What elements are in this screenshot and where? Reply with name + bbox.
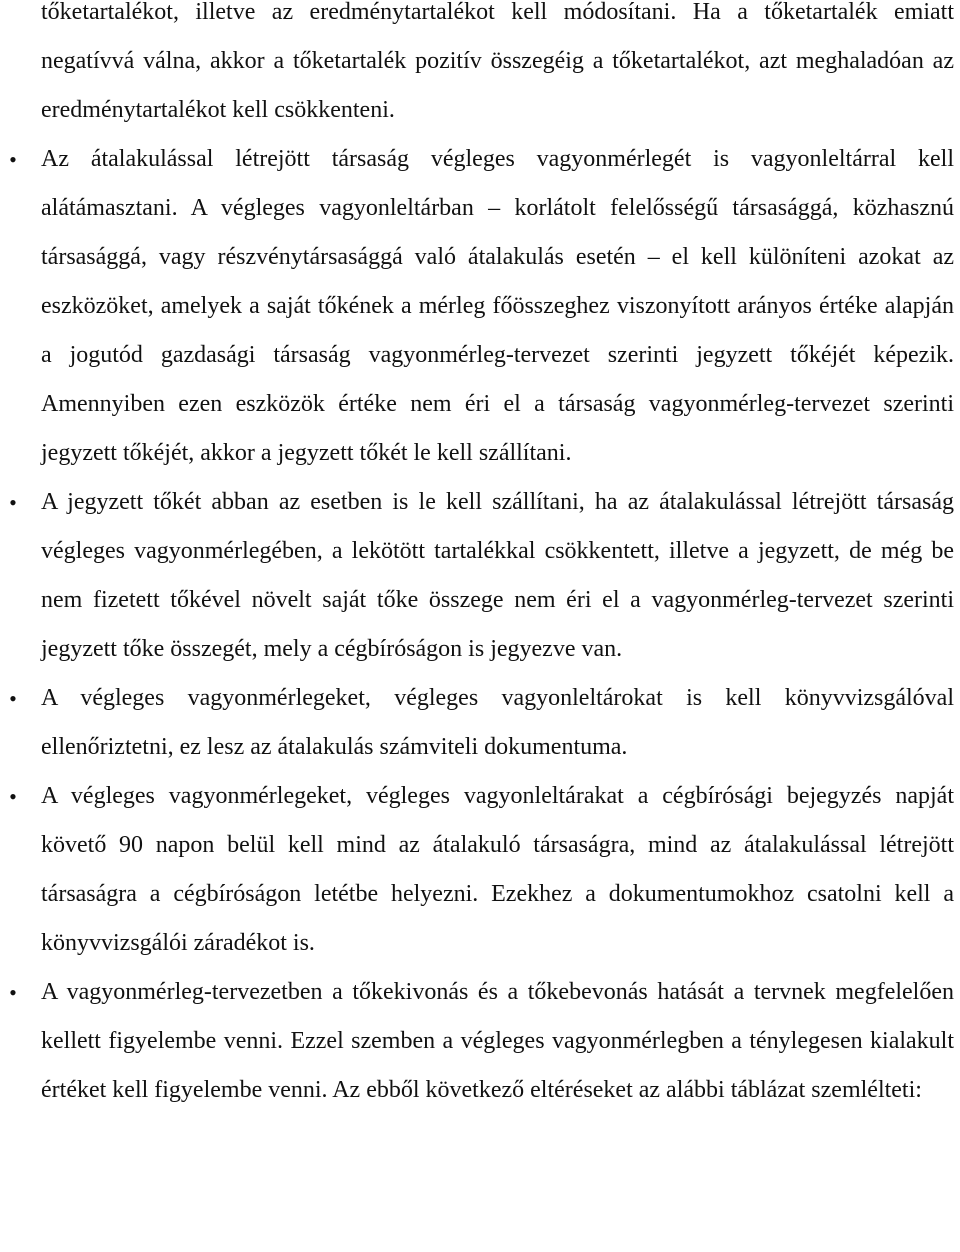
list-item-text: A végleges vagyonmérlegeket, végleges vagyonleltárokat is kell könyvvizsgálóval ellenőriztetni, ez lesz az átalakulás számviteli dokumentuma. bbox=[41, 685, 954, 760]
list-item-text: Az átalakulással létrejött társaság végleges vagyonmérlegét is vagyonleltárral kell alátámasztani. A végleges vagyonleltárban – korlátolt felelősségű társasággá, közhasznú társasággá, vagy részvénytársasággá való átalakulás esetén – el kell különíteni azokat az eszközöket, amelyek a saját tőkének a mérleg főösszeghez viszonyított arányos értéke alapján a jogutód gazdasági társaság vagyonmérleg-tervezet szerinti jegyzett tőkéjét képezik. Amennyiben ezen eszközök értéke nem éri el a társaság vagyonmérleg-tervezet szerinti jegyzett tőkéjét, akkor a jegyzett tőkét le kell szállítani. bbox=[41, 146, 954, 466]
list-item-text: A végleges vagyonmérlegeket, végleges vagyonleltárakat a cégbírósági bejegyzés napját követő 90 napon belül kell mind az átalakuló társaságra, mind az átalakulással létrejött társaságra a cégbíróságon letétbe helyezni. Ezekhez a dokumentumokhoz csatolni kell a könyvvizsgálói záradékot is. bbox=[41, 783, 954, 956]
bullet-list bbox=[0, 135, 960, 1115]
intro-paragraph: tőketartalékot, illetve az eredménytartalékot kell módosítani. Ha a tőketartalék emiatt negatívvá válna, akkor a tőketartalék pozitív összegéig a tőketartalékot, azt meghaladóan az eredménytartalékot kell csökkenteni. bbox=[41, 0, 954, 123]
list-item bbox=[0, 968, 960, 1115]
bullet-icon: • bbox=[9, 490, 17, 515]
bullet-icon: • bbox=[9, 147, 17, 172]
list-item bbox=[0, 772, 960, 968]
bullet-icon: • bbox=[9, 980, 17, 1005]
bullet-icon: • bbox=[9, 784, 17, 809]
list-item bbox=[0, 135, 960, 478]
list-item bbox=[0, 478, 960, 674]
bullet-icon: • bbox=[9, 686, 17, 711]
list-item-text: A jegyzett tőkét abban az esetben is le kell szállítani, ha az átalakulással létrejött társaság végleges vagyonmérlegében, a lekötött tartalékkal csökkentett, illetve a jegyzett, de még be nem fizetett tőkével növelt saját tőke összege nem éri el a vagyonmérleg-tervezet szerinti jegyzett tőke összegét, mely a cégbíróságon is jegyezve van. bbox=[41, 489, 954, 662]
list-item-text: A vagyonmérleg-tervezetben a tőkekivonás és a tőkebevonás hatását a tervnek megfelelően kellett figyelembe venni. Ezzel szemben a végleges vagyonmérlegben a ténylegesen kialakult értéket kell figyelembe venni. Az ebből következő eltéréseket az alábbi táblázat szemlélteti: bbox=[41, 979, 954, 1103]
list-item bbox=[0, 674, 960, 772]
